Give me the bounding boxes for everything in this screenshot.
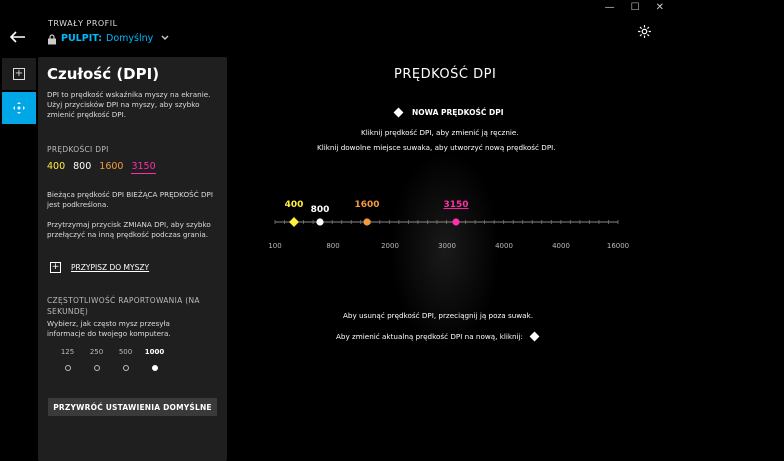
dpi-marker [289, 217, 299, 227]
slider-axis-label: 100 [268, 242, 282, 250]
profile-label: TRWAŁY PROFIL [48, 19, 118, 28]
diamond-icon[interactable] [530, 332, 540, 342]
dpi-marker [363, 218, 370, 225]
slider-axis-label: 4000 [495, 242, 513, 250]
slider-axis-label: 3000 [438, 242, 456, 250]
remove-note: Aby usunąć prędkość DPI, przeciągnij ją poza suwak. [343, 311, 534, 320]
dpi-value[interactable]: 400 [47, 161, 66, 172]
main-title: PRĘDKOŚĆ DPI [394, 67, 497, 82]
sensitivity-panel [38, 57, 227, 461]
window-controls [605, 2, 664, 13]
report-desc: Wybierz, jak często mysz przesyła informacje do twojego komputera. [47, 319, 171, 338]
slider-axis-label: 800 [326, 242, 340, 250]
dpi-value-current[interactable]: 3150 [131, 161, 156, 172]
assign-to-mouse-button[interactable] [50, 262, 149, 273]
minimize-button[interactable]: — [604, 2, 615, 13]
instruction-1: Kliknij prędkość DPI, aby zmienić ją ręcznie. [361, 128, 519, 137]
nav-add-button[interactable] [2, 58, 36, 90]
shift-note: Przytrzymaj przycisk ZMIANA DPI, aby szybko przełączyć na inną prędkość podczas grania. [47, 220, 211, 239]
change-note [336, 332, 538, 341]
slider-axis-label: 16000 [606, 242, 630, 250]
dpi-heading: PRĘDKOŚCI DPI [47, 145, 109, 154]
dpi-slider-svg [270, 185, 630, 255]
report-rate-options [53, 348, 169, 371]
current-note: Bieżąca prędkość DPI BIEŻĄCA PRĘDKOŚĆ DPI jest podkreślona. [47, 190, 213, 209]
slider-axis-label: 4000 [552, 242, 570, 250]
rate-option-125[interactable]: 125 [53, 348, 82, 371]
rate-option-500[interactable]: 500 [111, 348, 140, 371]
maximize-button[interactable]: ☐ [630, 2, 640, 13]
new-dpi-legend [395, 108, 504, 117]
profile-key: PULPIT: [61, 33, 102, 44]
gear-icon[interactable] [637, 24, 652, 43]
dpi-marker [316, 218, 323, 225]
close-button[interactable]: ✕ [655, 2, 664, 13]
dpi-marker [452, 218, 459, 225]
chevron-down-icon [161, 34, 169, 43]
dpi-value[interactable]: 1600 [99, 161, 124, 172]
dpi-list [47, 161, 156, 174]
left-nav [2, 58, 36, 126]
intro-text: DPI to prędkość wskaźnika myszy na ekranie. Użyj przycisków DPI na myszy, aby szybko zmienić prędkość DPI. [47, 90, 211, 119]
plus-icon: + [14, 68, 24, 79]
dpi-marker-label: 1600 [354, 200, 380, 210]
lock-icon [47, 34, 57, 44]
dpi-slider[interactable] [270, 185, 630, 255]
new-dpi-label: NOWA PRĘDKOŚĆ DPI [412, 108, 504, 117]
rate-option-1000[interactable]: 1000 [140, 348, 169, 371]
radio-button[interactable] [123, 365, 129, 371]
reset-defaults-button[interactable]: PRZYWRÓĆ USTAWIENIA DOMYŚLNE [48, 398, 217, 416]
change-note-text: Aby zmienić aktualną prędkość DPI na nową, kliknij: [336, 332, 523, 341]
diamond-icon [394, 108, 404, 118]
nav-pointer-button[interactable] [2, 92, 36, 124]
profile-value: Domyślny [106, 33, 154, 44]
panel-title: Czułość (DPI) [47, 65, 160, 83]
rate-option-250[interactable]: 250 [82, 348, 111, 371]
instruction-2: Kliknij dowolne miejsce suwaka, aby utworzyć nową prędkość DPI. [317, 143, 556, 152]
plus-icon: + [51, 262, 60, 272]
dpi-marker-label: 400 [284, 200, 304, 210]
dpi-marker-label: 3150 [443, 200, 469, 210]
slider-axis-label: 2000 [381, 242, 399, 250]
report-heading: CZĘSTOTLIWOŚĆ RAPORTOWANIA (NA SEKUNDĘ) [47, 296, 200, 316]
dpi-value[interactable]: 800 [73, 161, 92, 172]
assign-label: PRZYPISZ DO MYSZY [71, 263, 150, 272]
dpi-marker-label: 800 [310, 205, 330, 215]
profile-selector[interactable] [47, 33, 169, 44]
back-arrow-icon[interactable] [10, 28, 26, 47]
radio-button[interactable] [65, 365, 71, 371]
radio-button-selected[interactable] [152, 365, 158, 371]
radio-button[interactable] [94, 365, 100, 371]
move-arrows-icon [11, 100, 27, 116]
